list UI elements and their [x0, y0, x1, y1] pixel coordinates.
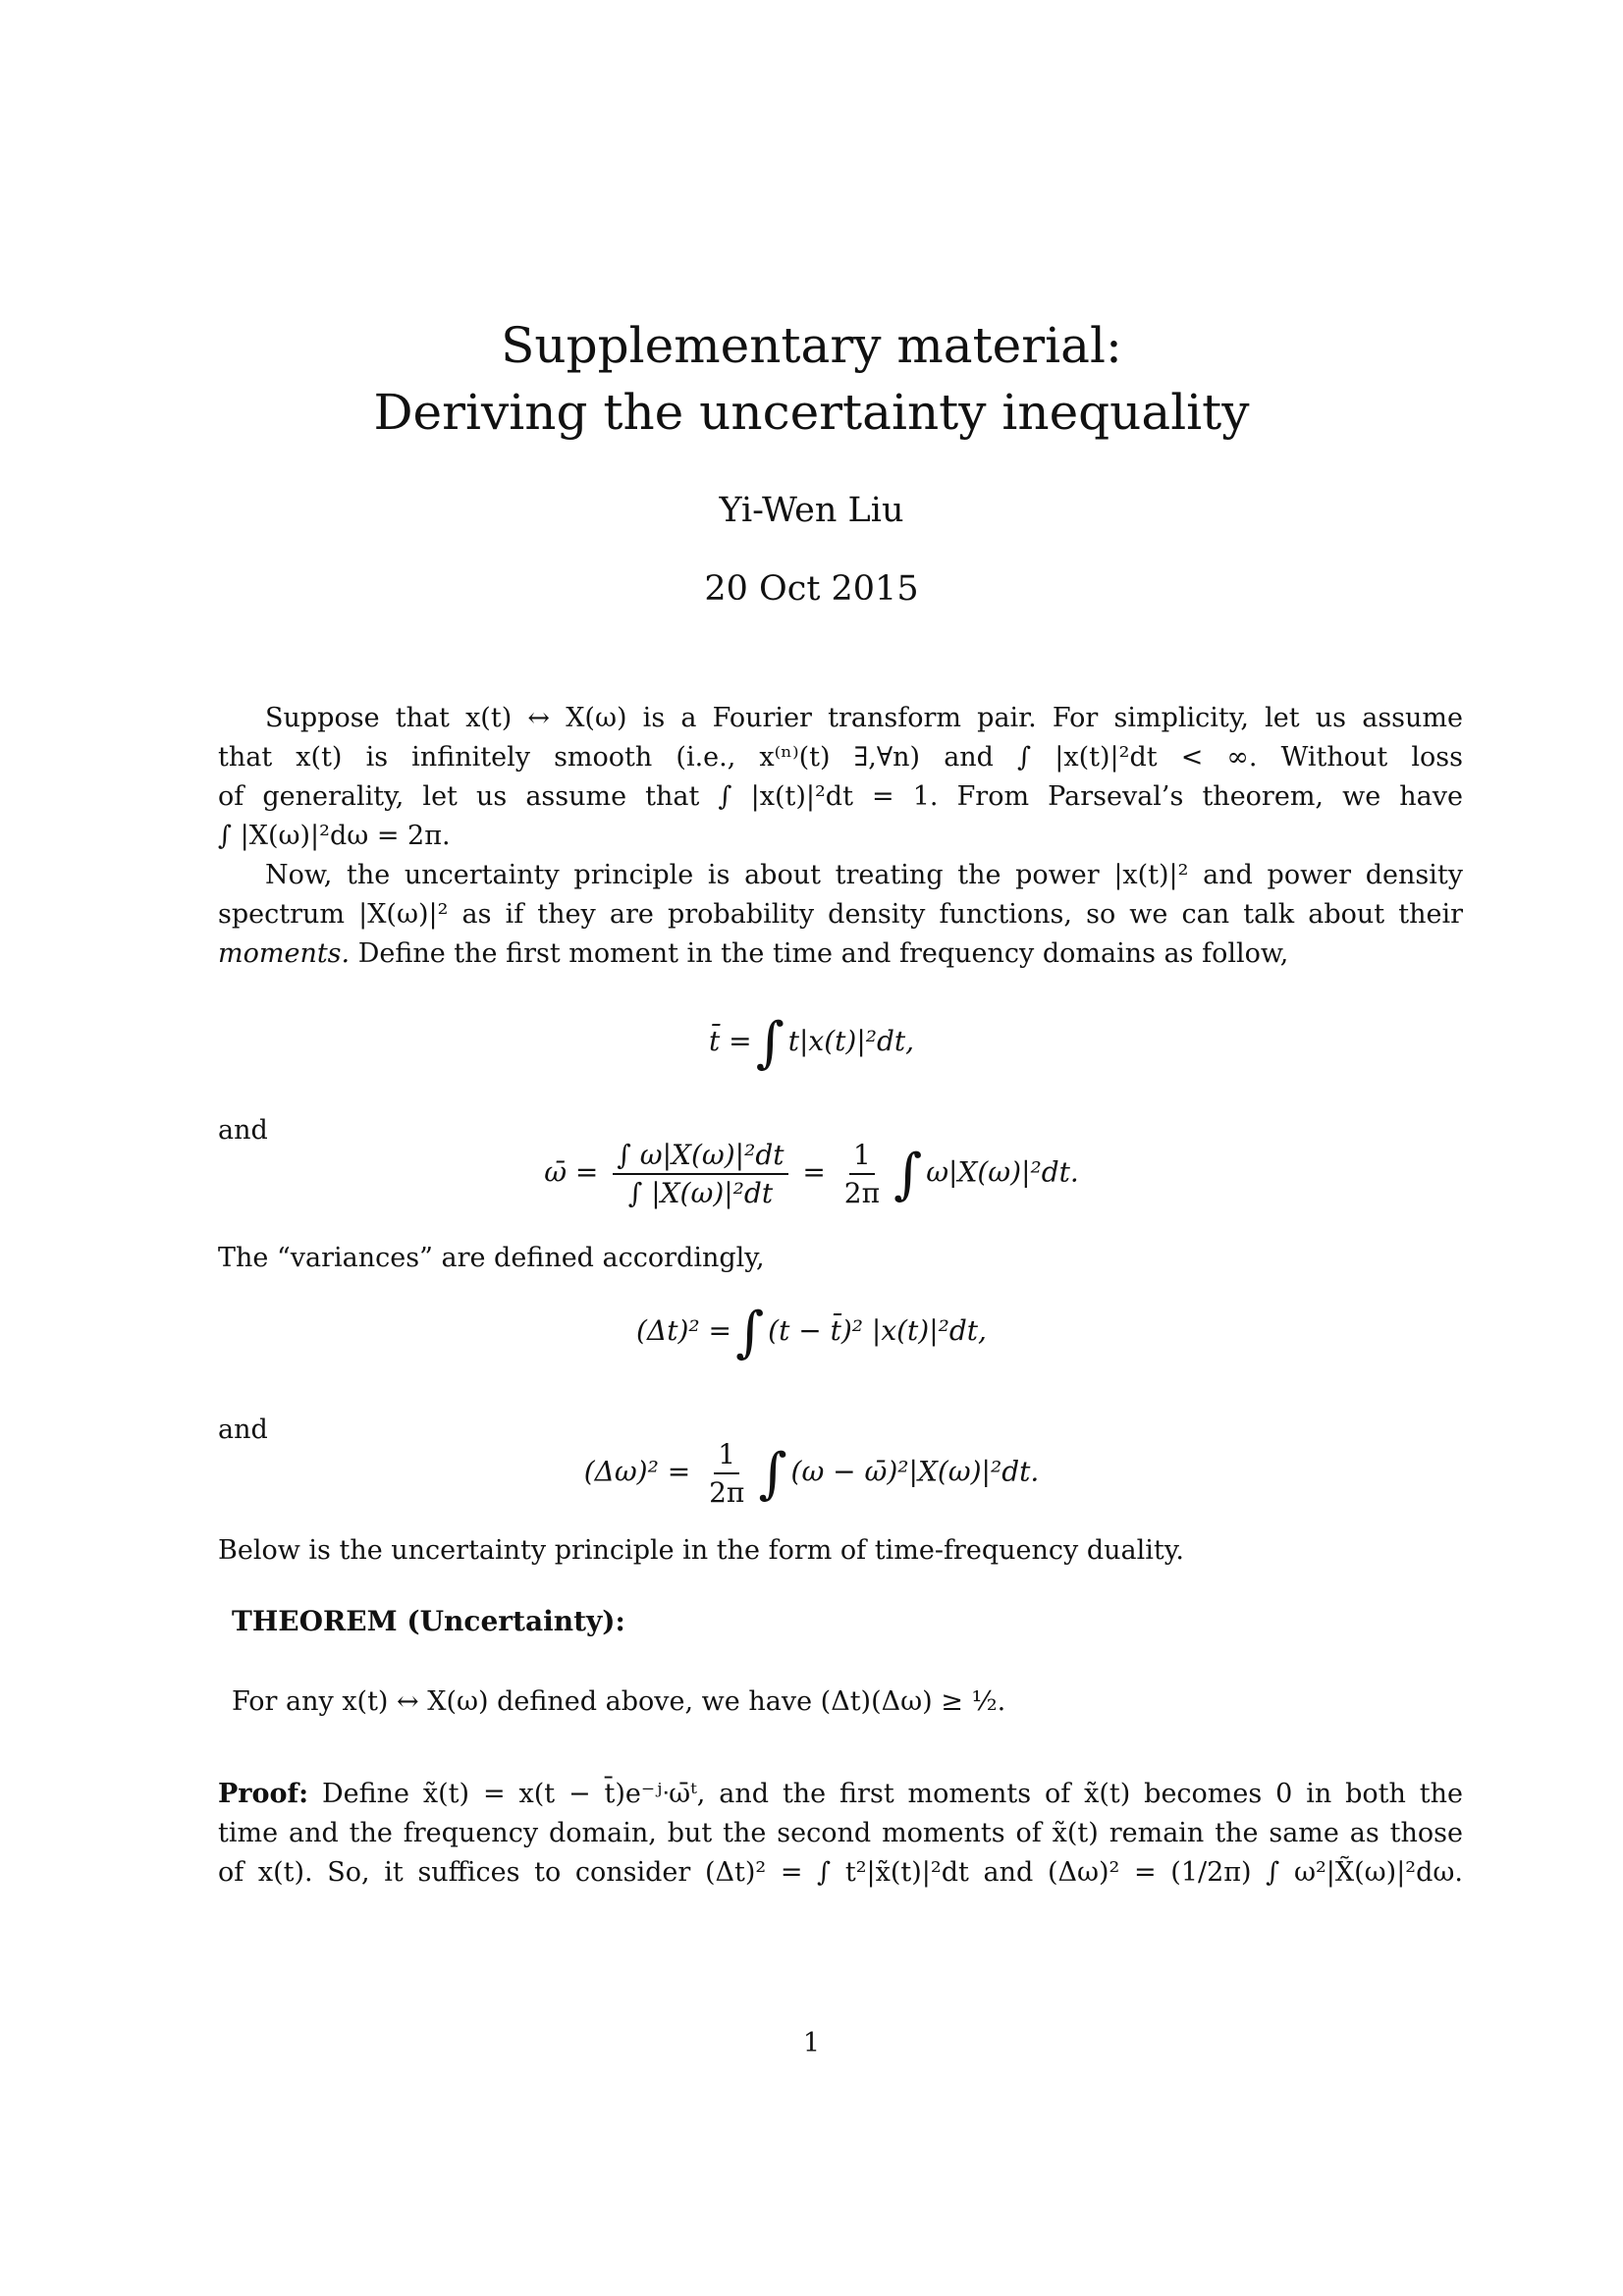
integral-sign: ∫ [893, 1142, 923, 1206]
intro-line: Suppose that x(t) ↔ X(ω) is a Fourier transform pair. For simplicity, let us assume [265, 703, 1463, 733]
eq-lhs: (Δt)² = [636, 1314, 731, 1347]
intro-line: of generality, let us assume that ∫ |x(t)|²dt = 1. From Parseval’s theorem, we have [218, 781, 1463, 812]
intro-line: spectrum |X(ω)|² as if they are probability density functions, so we can talk about their [218, 899, 1463, 930]
proof-line: time and the frequency domain, but the second moments of x̃(t) remain the same as those [218, 1818, 1463, 1848]
eq-rhs: (t − t̄)² |x(t)|²dt, [768, 1314, 987, 1347]
intro-line [218, 934, 1463, 974]
numerator: ∫ ω|X(ω)|²dt [613, 1139, 787, 1175]
proof-line: of x(t). So, it suffices to consider (Δt)² = ∫ t²|x̃(t)|²dt and (Δω)² = (1/2π) ∫ ω²|X̃(ω)|²dω. [218, 1857, 1463, 1888]
below-text: Below is the uncertainty principle in the form of time-frequency duality. [218, 1535, 1184, 1566]
denominator: 2π [843, 1177, 880, 1209]
fraction [840, 1139, 884, 1209]
denominator: 2π [709, 1476, 745, 1509]
date: 20 Oct 2015 [704, 569, 919, 609]
and-text: and [218, 1415, 268, 1445]
eq-rhs: ω|X(ω)|²dt. [926, 1155, 1079, 1189]
theorem-statement: For any x(t) ↔ X(ω) defined above, we have (Δt)(Δω) ≥ ½. [232, 1686, 1006, 1717]
eq-lhs: ω̄ = [544, 1155, 599, 1189]
integral-sign: ∫ [758, 1441, 787, 1506]
document-title [0, 312, 1623, 446]
equals: = [802, 1155, 826, 1189]
intro-line: Now, the uncertainty principle is about treating the power |x(t)|² and power density [265, 860, 1463, 890]
numerator: 1 [714, 1438, 739, 1474]
denominator: ∫ |X(ω)|²dt [627, 1177, 774, 1209]
intro-line: ∫ |X(ω)|²dω = 2π. [218, 821, 451, 851]
author: Yi-Wen Liu [719, 491, 904, 530]
eq-lhs: t̄ = [708, 1025, 752, 1057]
intro-line: that x(t) is infinitely smooth (i.e., x⁽ⁿ⁾(t) ∃,∀n) and ∫ |x(t)|²dt < ∞. Without loss [218, 742, 1463, 773]
numerator: 1 [849, 1139, 875, 1175]
title-line-1: Supplementary material: [501, 317, 1122, 374]
page-number: 1 [802, 2028, 821, 2058]
eq-rhs: (ω − ω̄)²|X(ω)|²dt. [790, 1455, 1040, 1488]
fraction [705, 1438, 748, 1509]
eq-lhs: (Δω)² = [583, 1455, 691, 1488]
equation-delta-omega [0, 1438, 1623, 1509]
intro-line-rest: Define the first moment in the time and frequency domains as follow, [350, 938, 1289, 969]
integral-sign: ∫ [734, 1301, 765, 1364]
integral-sign: ∫ [755, 1011, 784, 1075]
variances-text: The “variances” are defined accordingly, [218, 1243, 765, 1273]
equation-omegabar [0, 1139, 1623, 1209]
eq-rhs: t|x(t)|²dt, [787, 1025, 915, 1057]
proof-label: Proof: [218, 1779, 309, 1809]
proof-line [218, 1775, 1463, 1814]
proof-text: Define x̃(t) = x(t − t̄)e⁻ʲᐧω̄ᵗ, and the first moments of x̃(t) becomes 0 in both the [308, 1779, 1463, 1809]
equation-tbar [0, 1011, 1623, 1075]
and-text: and [218, 1115, 268, 1146]
emphasis-moments: moments. [218, 938, 351, 969]
equation-delta-t [0, 1301, 1623, 1364]
theorem-heading: THEOREM (Uncertainty): [232, 1605, 625, 1637]
fraction [613, 1139, 787, 1209]
title-line-2: Deriving the uncertainty inequality [373, 384, 1250, 441]
